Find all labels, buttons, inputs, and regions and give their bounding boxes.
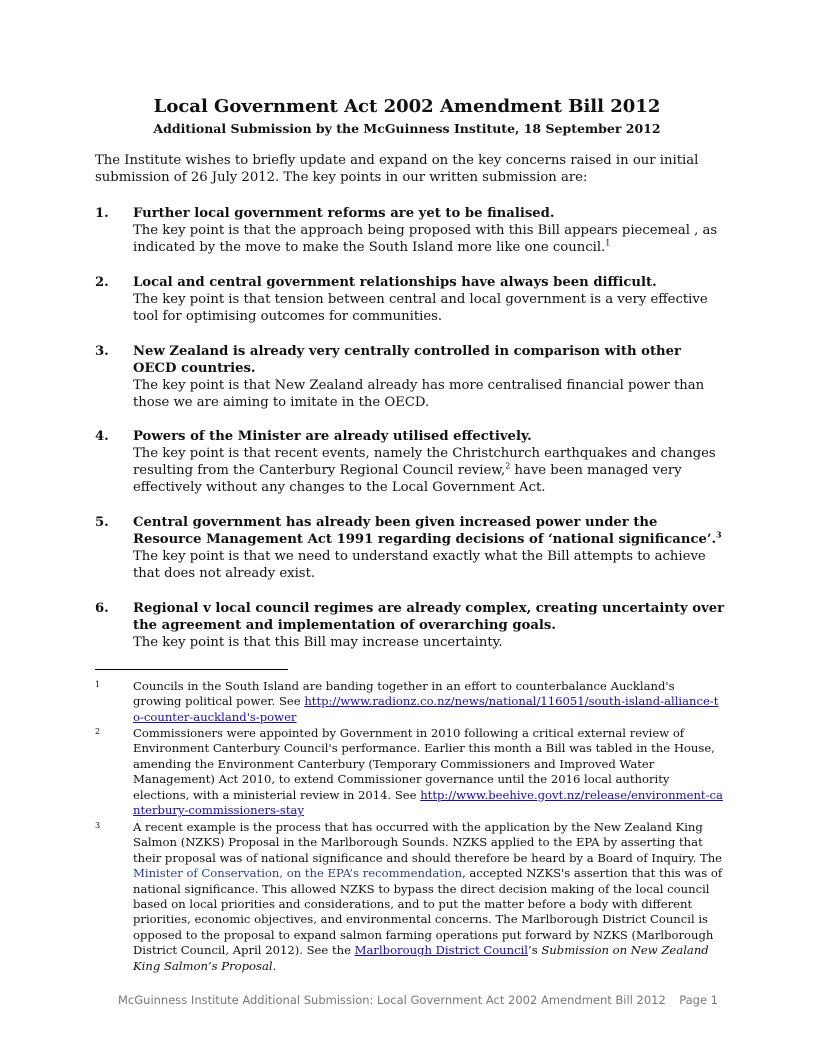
key-point: [95, 343, 725, 411]
key-point: [95, 205, 725, 256]
point-number: 4.: [95, 429, 109, 444]
footnote-link[interactable]: http://www.radionz.co.nz/news/national/116051/south-island-alliance-to-counter-auckland's-power: [133, 694, 719, 724]
footnote-ref: 3: [716, 529, 722, 540]
key-point: [95, 600, 725, 651]
footnote-link[interactable]: Marlborough District Council: [354, 943, 529, 958]
footnote-ref: 2: [505, 461, 511, 471]
point-number: 2.: [95, 275, 109, 290]
point-heading: Local and central government relationships have always been difficult.: [133, 275, 657, 290]
key-point: [95, 428, 725, 496]
footnote-number: 3: [95, 821, 101, 830]
point-heading: Central government has already been given increased power under the Resource Management Act 1991 regarding decisions of ‘national significance’.$^3$: [133, 515, 722, 547]
footnote: 1 Councils in the South Island are banding together in an effort to counterbalance Auckland's growing political power. See http://www.radionz.co.nz/news/national/116051/south-island-alliance-to-counter-auckland's-power: [95, 679, 719, 724]
point-text: The key point is that recent events, namely the Christchurch earthquakes and changes resulting from the Canterbury Regional Council review,$^2$ have been managed very effectively without any changes to the Local Government Act.: [133, 446, 716, 495]
point-number: 6.: [95, 601, 109, 616]
footnote-link[interactable]: http://www.beehive.govt.nz/release/environment-canterbury-commissioners-stay: [133, 787, 723, 818]
point-text: The key point is that tension between central and local government is a very effective tool for optimising outcomes for communities.: [133, 292, 708, 324]
point-text: The key point is that New Zealand already has more centralised financial power than those we are aiming to imitate in the OECD.: [133, 378, 705, 410]
footer-text: McGuinness Institute Additional Submission: Local Government Act 2002 Amendment Bill 2012: [118, 993, 666, 1007]
footnote-divider: [95, 669, 288, 670]
point-heading: New Zealand is already very centrally controlled in comparison with other OECD countries.: [133, 344, 681, 376]
page-number: Page 1: [679, 993, 718, 1007]
point-heading: Regional v local council regimes are already complex, creating uncertainty over the agreement and implementation of overarching goals.: [133, 601, 725, 633]
footnote: 2 Commissioners were appointed by Government in 2010 following a critical external review of Environment Canterbury Council's performance. Earlier this month a Bill was tabled in the House, amending the Environment Canterbury (Temporary Commissioners and Improved Water Management) Act 2010, to extend Commissioner governance until the 2016 local authority elections, with a ministerial review in 2014. See http://www.beehive.govt.nz/release/environment-canterbury-commissioners-stay: [95, 726, 723, 818]
point-heading: Powers of the Minister are already utilised effectively.: [133, 429, 532, 444]
footnote-number: 2: [95, 727, 101, 736]
document-subtitle: Additional Submission by the McGuinness Institute, 18 September 2012: [153, 121, 661, 136]
footnote-ref: 1: [605, 238, 611, 248]
point-text: The key point is that the approach being proposed with this Bill appears piecemeal , as indicated by the move to make the South Island more like one council.$^1$: [133, 223, 718, 255]
point-text: The key point is that this Bill may increase uncertainty.: [133, 635, 503, 650]
point-number: 3.: [95, 344, 109, 359]
footnote: 3 A recent example is the process that has occurred with the application by the New Zealand King Salmon (NZKS) Proposal in the Marlborough Sounds. NZKS applied to the EPA by asserting that their proposal was of national significance and should therefore be heard by a Board of Inquiry. The Minister of Conservation, on the EPA’s recommendation, accepted NZKS's assertion that this was of national significance. This allowed NZKS to bypass the direct decision making of the local council based on local priorities and considerations, and to put the matter before a body with different priorities, economic objectives, and environmental concerns. The Marlborough District Council is opposed to the proposal to expand salmon farming operations put forward by NZKS (Marlborough District Council, April 2012). See the Marlborough District Council’s Submission on New Zealand King Salmon’s Proposal.: [95, 820, 723, 973]
key-point: [95, 514, 725, 582]
point-text: The key point is that we need to understand exactly what the Bill attempts to achieve that does not already exist.: [133, 549, 706, 581]
point-number: 5.: [95, 515, 109, 530]
document-title: Local Government Act 2002 Amendment Bill 2012: [153, 96, 661, 117]
point-heading: Further local government reforms are yet to be finalised.: [133, 206, 555, 221]
intro-paragraph: The Institute wishes to briefly update and expand on the key concerns raised in our initial submission of 26 July 2012. The key points in our written submission are:: [95, 153, 699, 185]
key-point: [95, 274, 725, 325]
footnote-number: 1: [95, 680, 101, 689]
point-number: 1.: [95, 206, 109, 221]
